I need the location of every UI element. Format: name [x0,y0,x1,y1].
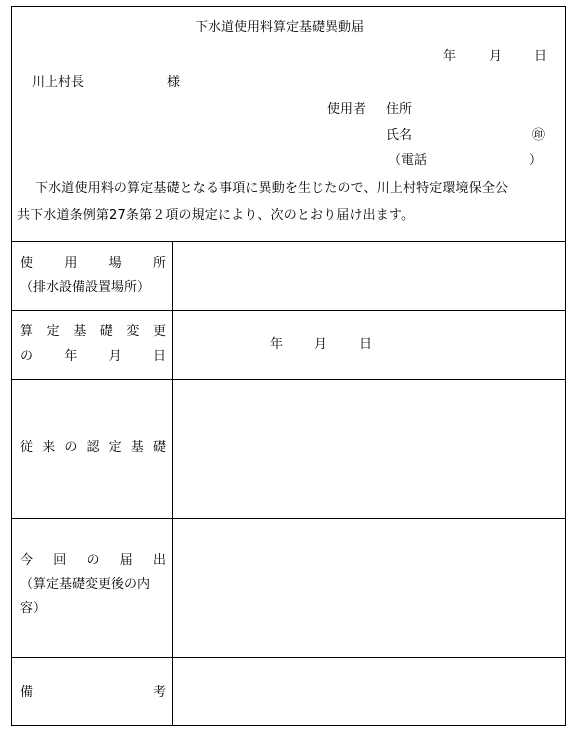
row1-sublabel: （排水設備設置場所） [20,280,151,295]
row4-label-line1 [20,553,166,569]
address-label: 住所 [386,102,413,117]
label-char: 月 [108,349,122,364]
label-char: 来 [42,440,56,455]
table-top-line [12,241,565,242]
row-divider-3 [12,518,565,519]
row4-label-line2: （算定基礎変更後の内 [20,577,151,592]
date-day: 日 [534,49,548,64]
row2-label-line1 [20,324,166,340]
label-char: の [64,440,78,455]
date-year: 年 [443,49,457,64]
label-char: 認 [86,440,100,455]
form-frame [11,6,566,726]
seal-mark: ㊞ [532,128,546,143]
phone-open: （電話 [388,153,428,168]
label-char: 考 [152,685,166,700]
label-char: 変 [126,324,140,339]
row3-label [20,440,166,456]
body-text-line1: 下水道使用料の算定基礎となる事項に異動を生じたので、川上村特定環境保全公 [35,181,509,196]
label-char: 定 [108,440,122,455]
name-label: 氏名 [386,128,413,143]
row2-label-line2 [20,349,166,365]
row-divider-2 [12,379,565,380]
body-text-line2: 共下水道条例第27条第２項の規定により、次のとおり届け出ます。 [17,208,415,223]
row4-label-line3: 容） [20,601,47,616]
label-char: 届 [119,553,133,568]
user-label: 使用者 [327,102,367,117]
label-char: 従 [20,440,34,455]
label-char: 使 [20,256,34,271]
label-char: 所 [152,256,166,271]
label-char: 礎 [99,324,113,339]
phone-close: ） [529,153,543,168]
label-char: 基 [73,324,87,339]
row-divider-4 [12,657,565,658]
label-char: 出 [152,553,166,568]
row-divider-1 [12,310,565,311]
label-char: 日 [152,349,166,364]
label-char: 場 [108,256,122,271]
addressee: 川上村長 [32,75,85,90]
label-char: 基 [130,440,144,455]
label-char: 回 [53,553,67,568]
label-char: の [20,349,34,364]
row1-label [20,256,166,272]
form-title: 下水道使用料算定基礎異動届 [195,20,365,35]
row2-value-day: 日 [359,337,373,352]
label-char: 更 [152,324,166,339]
row5-label [20,685,166,701]
label-char: の [86,553,100,568]
label-char: 算 [20,324,34,339]
row2-value-year: 年 [270,337,284,352]
column-divider [172,241,173,725]
label-char: 年 [64,349,78,364]
label-char: 用 [64,256,78,271]
label-char: 今 [20,553,34,568]
label-char: 備 [20,685,34,700]
addressee-honorific: 様 [167,75,181,90]
date-month: 月 [489,49,503,64]
label-char: 礎 [152,440,166,455]
row2-value-month: 月 [314,337,328,352]
label-char: 定 [46,324,60,339]
